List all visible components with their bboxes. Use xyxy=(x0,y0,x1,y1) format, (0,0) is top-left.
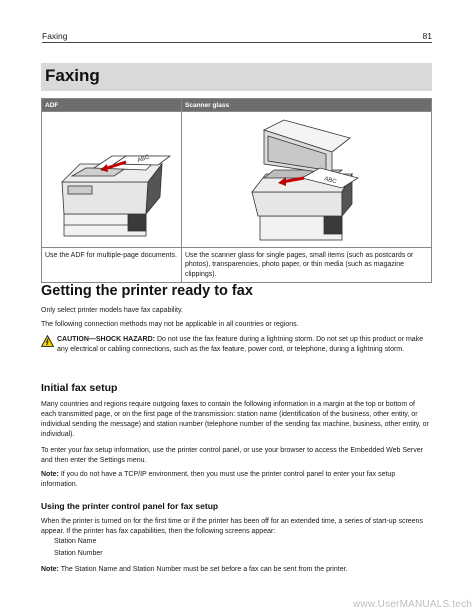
station-note-body: The Station Name and Station Number must be set before a fax can be sent from the printer. xyxy=(58,566,348,573)
adf-printer-illustration xyxy=(42,112,181,245)
caution-body: Do not use the fax feature during a lightning storm. Do not set up this product or make any electrical or cabling connections, such as the fax feature, power cord, or telephone, during a lightning storm. xyxy=(57,336,424,353)
list-item-station-number: Station Number xyxy=(54,550,103,557)
watermark: www.UserMANUALS.tech xyxy=(352,599,472,610)
note-label: Note: xyxy=(41,471,59,478)
page-header xyxy=(42,29,432,43)
title-bar xyxy=(41,63,432,91)
header-section: Faxing xyxy=(42,31,68,41)
intro-paragraph: Only select printer models have fax capability. xyxy=(41,307,183,314)
glass-illustration-cell xyxy=(182,112,432,248)
startup-paragraph: When the printer is turned on for the first time or if the printer has been off for an extended time, a series of start-up screens appear. If the printer has fax capabilities, then the following screens appear: xyxy=(41,518,423,535)
station-note xyxy=(41,565,432,575)
adf-illustration-cell xyxy=(42,112,182,248)
header-scanner-glass: Scanner glass xyxy=(182,99,432,112)
page-number: 81 xyxy=(422,31,432,41)
connection-paragraph: The following connection methods may not be applicable in all countries or regions. xyxy=(41,321,299,328)
station-note-label: Note: xyxy=(41,566,59,573)
section-heading-ready-to-fax: Getting the printer ready to fax xyxy=(41,283,253,299)
caution-text xyxy=(57,335,432,355)
header-adf: ADF xyxy=(42,99,182,112)
tcpip-note xyxy=(41,470,432,490)
media-table xyxy=(41,98,432,283)
warning-triangle-icon xyxy=(41,335,54,347)
adf-paper-label: ABC xyxy=(136,154,151,164)
section-heading-initial-setup: Initial fax setup xyxy=(41,382,118,394)
ews-paragraph: To enter your fax setup information, use the printer control panel, or use your browser to access the Embedded Web Server and then enter the Settings menu. xyxy=(41,447,423,464)
glass-caption: Use the scanner glass for single pages, small items (such as postcards or photos), transparencies, photo paper, or thin media (such as magazine clippings). xyxy=(182,248,432,283)
glass-paper-label: ABC xyxy=(323,176,337,186)
section-heading-control-panel: Using the printer control panel for fax setup xyxy=(41,501,219,511)
list-item-station-name: Station Name xyxy=(54,538,97,545)
glass-printer-illustration xyxy=(182,112,431,245)
setup-paragraph: Many countries and regions require outgoing faxes to contain the following information in a margin at the top or bottom of each transmitted page, or on the first page of the transmission: station name (identification of the business, other entity, or individual sending the message) and station number (telephone number of the sending fax machine, business, other entity, or individual). xyxy=(41,401,429,438)
page-title: Faxing xyxy=(45,66,100,85)
adf-caption: Use the ADF for multiple-page documents. xyxy=(42,248,182,283)
caution-label: CAUTION—SHOCK HAZARD: xyxy=(57,336,155,343)
caution-block xyxy=(41,335,432,355)
note-body: If you do not have a TCP/IP environment, then you must use the printer control panel to enter your fax setup information. xyxy=(41,471,396,488)
